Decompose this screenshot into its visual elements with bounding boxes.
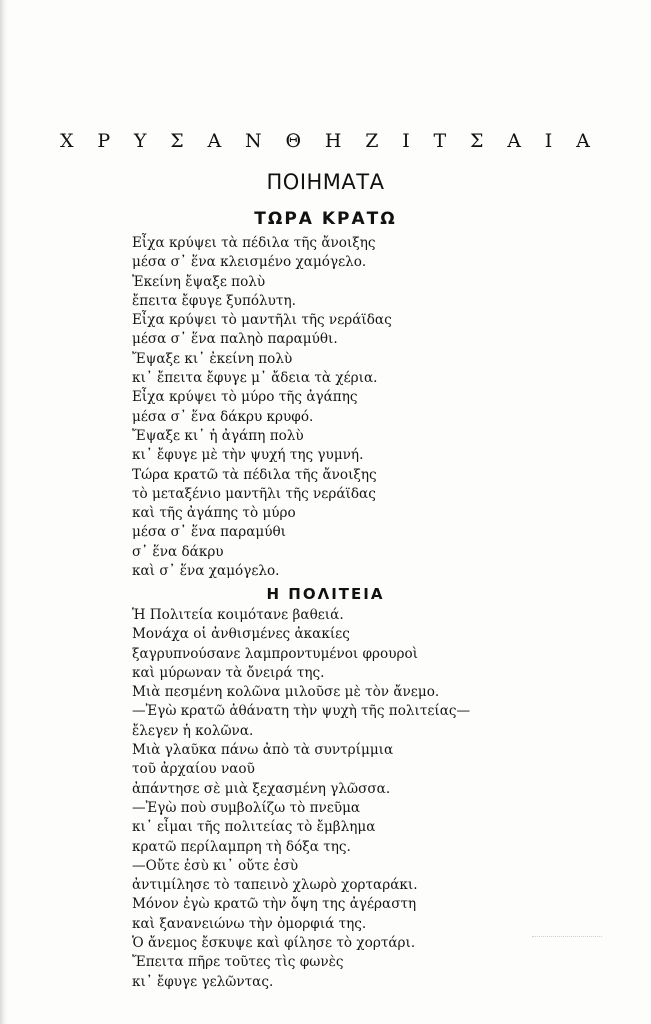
- poem-body: [132, 606, 470, 992]
- poem-line: μέσα σ᾽ ἕνα παραμύθι: [132, 524, 287, 541]
- page-binding-edge: [0, 0, 8, 1024]
- poem-line: ἀντιμίλησε τὸ ταπεινὸ χλωρὸ χορταράκι.: [132, 877, 418, 894]
- poem-line: κι᾽ ἔπειτα ἔφυγε μ᾽ ἄδεια τὰ χέρια.: [132, 370, 378, 387]
- poem-title: ΤΩΡΑ ΚΡΑΤΩ: [254, 209, 397, 229]
- author-name: [60, 130, 590, 152]
- poem-line: καὶ τῆς ἀγάπης τὸ μύρο: [132, 505, 296, 522]
- author-letter: Ι: [544, 130, 553, 152]
- author-letter: Θ: [285, 130, 302, 152]
- author-letter: Η: [324, 130, 342, 152]
- poem-line: καὶ ξανανειώνω τὴν ὀμορφιά της.: [132, 915, 367, 932]
- poem-line: τοῦ ἀρχαίου ναοῦ: [132, 761, 255, 778]
- author-letter: Σ: [470, 130, 484, 152]
- poem-line: μέσα σ᾽ ἕνα παληὸ παραμύθι.: [132, 331, 338, 348]
- poem-line: Μονάχα οἱ ἀνθισμένες ἀκακίες: [132, 626, 350, 643]
- poem-line: Ὁ ἄνεμος ἔσκυψε καὶ φίλησε τὸ χορτάρι.: [132, 935, 416, 952]
- author-letter: Ζ: [365, 130, 379, 152]
- poem-line: καὶ σ᾽ ἕνα χαμόγελο.: [132, 563, 280, 580]
- author-letter: Ι: [402, 130, 410, 152]
- poem-line: Εἶχα κρύψει τὸ μύρο τῆς ἀγάπης: [132, 389, 358, 406]
- poem-line: ἀπάντησε σὲ μιὰ ξεχασμένη γλῶσσα.: [132, 780, 391, 797]
- collection-heading: ΠΟΙΗΜΑΤΑ: [266, 170, 385, 194]
- poem-line: Ἔπειτα πῆρε τοῦτες τὶς φωνὲς: [132, 954, 344, 971]
- poem-line: κι᾽ ἔφυγε μὲ τὴν ψυχή της γυμνή.: [132, 447, 364, 464]
- author-letter: Υ: [133, 130, 147, 152]
- poem-line: Τώρα κρατῶ τὰ πέδιλα τῆς ἄνοιξης: [132, 466, 377, 483]
- poem-line: Ἔψαξε κι᾽ ἐκείνη πολὺ: [132, 350, 293, 367]
- poem-line: ξαγρυπνούσανε λαμπροντυμένοι φρουροὶ: [132, 645, 419, 662]
- poem-line: μέσα σ᾽ ἕνα κλεισμένο χαμόγελο.: [132, 254, 367, 271]
- poem-title: Η ΠΟΛΙΤΕΙΑ: [266, 585, 385, 603]
- author-letter: Χ: [60, 130, 74, 152]
- poem-line: —Ἐγὼ κρατῶ ἀθάνατη τὴν ψυχὴ τῆς πολιτείας—: [132, 703, 471, 720]
- author-letter: Ν: [245, 130, 262, 152]
- author-letter: Α: [207, 130, 222, 152]
- poem-line: Εἶχα κρύψει τὰ πέδιλα τῆς ἄνοιξης: [132, 235, 376, 251]
- poem-line: κι᾽ εἶμαι τῆς πολιτείας τὸ ἔμβλημα: [132, 819, 376, 836]
- poem-line: ἔλεγεν ἡ κολῶνα.: [132, 722, 254, 739]
- author-letter: Α: [576, 130, 590, 152]
- author-letter: Τ: [433, 130, 447, 152]
- poem-line: Μόνον ἐγὼ κρατῶ τὴν ὄψη της ἀγέραστη: [132, 896, 417, 913]
- author-letter: Ρ: [97, 130, 111, 152]
- author-letter: Α: [507, 130, 521, 152]
- poem-line: κρατῶ περίλαμπρη τὴ δόξα της.: [132, 838, 351, 855]
- poem-line: —Ἐγὼ ποὺ συμβολίζω τὸ πνεῦμα: [132, 799, 361, 816]
- author-letter: Σ: [170, 130, 184, 152]
- poem-line: Μιὰ γλαῦκα πάνω ἀπὸ τὰ συντρίμμια: [132, 742, 394, 759]
- poem-line: Ἔψαξε κι᾽ ἡ ἀγάπη πολὺ: [132, 427, 304, 444]
- poem-line: Ἐκείνη ἔψαξε πολὺ: [132, 273, 266, 290]
- scan-artifact: [532, 936, 602, 939]
- poem-line: Μιὰ πεσμένη κολῶνα μιλοῦσε μὲ τὸν ἄνεμο.: [132, 684, 440, 701]
- poem-line: τὸ μεταξένιο μαντῆλι τῆς νεράϊδας: [132, 485, 376, 502]
- poem-line: ἔπειτα ἔφυγε ξυπόλυτη.: [132, 292, 296, 309]
- poem-line: κι᾽ ἔφυγε γελῶντας.: [132, 973, 274, 990]
- poem-line: μέσα σ᾽ ἕνα δάκρυ κρυφό.: [132, 408, 314, 425]
- poem-line: σ᾽ ἕνα δάκρυ: [132, 543, 224, 560]
- poem-body: [132, 234, 392, 581]
- poem-line: —Οὔτε ἐσὺ κι᾽ οὔτε ἐσὺ: [132, 857, 299, 874]
- poem-line: Ἡ Πολιτεία κοιμότανε βαθειά.: [132, 607, 344, 623]
- poem-line: καὶ μύρωναν τὰ ὄνειρά της.: [132, 664, 325, 681]
- poem-line: Εἶχα κρύψει τὸ μαντῆλι τῆς νεράϊδας: [132, 312, 392, 329]
